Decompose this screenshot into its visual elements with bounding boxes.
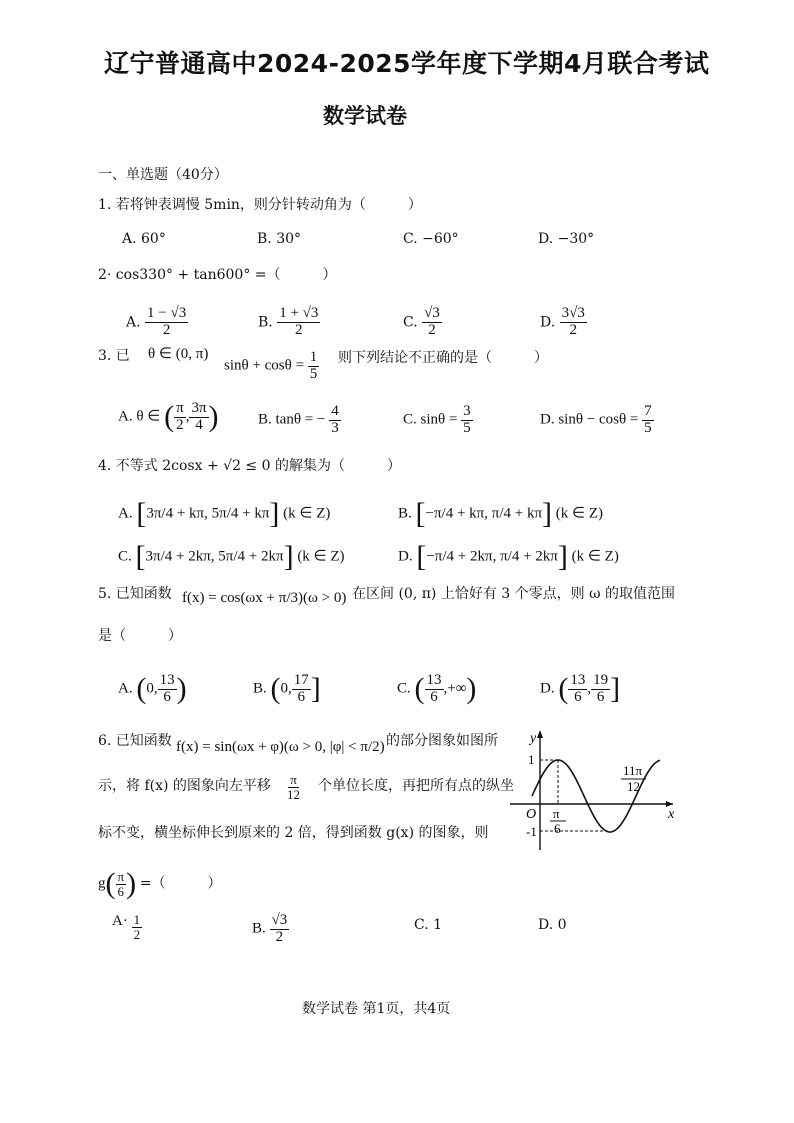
q3-option-a-d1: 2 — [176, 416, 184, 433]
q3-option-b — [258, 404, 341, 437]
q6-option-a-label: A· — [112, 913, 128, 929]
q6-line4-tail: =（ ） — [139, 875, 222, 892]
q4-option-a: A. [3π/4 + kπ, 5π/4 + kπ] (k ∈ Z) — [118, 497, 331, 530]
q3-condition-sum-left: sinθ + cosθ = — [224, 357, 305, 374]
q4-option-c-body: 3π/4 + 2kπ, 5π/4 + 2kπ — [145, 548, 284, 565]
graph-y-label: y — [530, 731, 537, 746]
q2-option-c-den: 2 — [428, 321, 436, 338]
q6-option-b-num: √3 — [271, 912, 288, 928]
q1-option-b: B. 30° — [257, 231, 302, 247]
q5-option-a: A. (0, $\frac{13}{6}$ ) — [118, 671, 187, 705]
q1-option-d: D. −30° — [538, 231, 595, 247]
q2-option-b — [258, 306, 320, 339]
q5-option-b: B. (0, $\frac{17}{6}$ ] — [253, 671, 321, 705]
q6-function: f(x) = sin(ωx + φ)(ω > 0, |φ| < π/2) — [176, 739, 385, 755]
question-3-tail: 则下列结论不正确的是（ ） — [338, 350, 548, 366]
graph-x-tick2-den: 12 — [627, 779, 640, 794]
graph-y-bottom-label: -1 — [526, 824, 537, 839]
q3-condition-interval: θ ∈ (0, π) — [148, 346, 209, 362]
q6-line4-num: π — [117, 868, 125, 884]
q3-option-c-den: 5 — [463, 419, 471, 436]
q5-option-c: C. ( $\frac{13}{6}$ ,+∞) — [397, 671, 477, 705]
q4-option-c: C. [3π/4 + 2kπ, 5π/4 + 2kπ] (k ∈ Z) — [118, 540, 345, 573]
q6-option-b-den: 2 — [275, 928, 284, 945]
q4-option-c-label: C. — [118, 548, 132, 565]
q3-option-c-num: 3 — [463, 403, 471, 419]
q4-option-a-label: A. — [118, 505, 133, 522]
q2-option-b-den: 2 — [295, 321, 303, 338]
graph-origin-label: O — [526, 807, 537, 822]
page-footer: 数学试卷 第1页，共4页 — [302, 1001, 451, 1017]
graph-x-tick1-den: 6 — [554, 821, 561, 836]
question-2-stem: 2· cos330° + tan600° =（ ） — [98, 267, 337, 283]
q6-option-a-den: 2 — [133, 926, 141, 942]
q5-option-b-bn: 17 — [293, 671, 309, 688]
q2-option-c — [403, 306, 442, 339]
q6-option-c-value: 1 — [433, 917, 443, 933]
q6-line4: g( $\frac{\pi}{6}$ ) =（ ） — [98, 867, 222, 900]
q3-option-d-den: 5 — [644, 419, 652, 436]
question-5-line2: 是（ ） — [98, 628, 182, 644]
q6-shift-den: 12 — [287, 786, 300, 802]
q1-option-c: C. −60° — [403, 231, 459, 247]
q3-option-b-num: 4 — [331, 403, 339, 419]
q3-option-d-label: D. — [540, 411, 555, 428]
q5-option-d-bn: 19 — [593, 671, 609, 688]
q3-condition-sum-num: 1 — [309, 349, 318, 365]
q6-option-d-value: 0 — [557, 917, 567, 933]
q6-shift-fraction — [285, 773, 302, 801]
q2-option-b-num: 1 + √3 — [279, 305, 319, 321]
graph-x-tick1-num: π — [553, 806, 560, 821]
question-1-stem: 1. 若将钟表调慢 5min，则分针转动角为（ ） — [98, 197, 422, 213]
q3-condition-sum — [224, 350, 319, 383]
q6-sine-graph — [510, 726, 680, 852]
question-5-lead: 5. 已知函数 — [98, 586, 172, 602]
question-4-stem: 4. 不等式 2cosx + √2 ≤ 0 的解集为（ ） — [98, 458, 401, 474]
q2-option-d-den: 2 — [569, 321, 577, 338]
q4-option-a-suffix: (k ∈ Z) — [283, 505, 331, 522]
q4-option-b: B. [−π/4 + kπ, π/4 + kπ] (k ∈ Z) — [398, 497, 604, 530]
q5-option-c-label: C. — [397, 680, 411, 697]
q3-option-b-den: 3 — [331, 419, 339, 436]
q3-option-b-label: B. — [258, 411, 272, 428]
graph-x-label: x — [668, 807, 675, 822]
exam-subtitle: 数学试卷 — [323, 104, 407, 128]
q5-option-c-an: 13 — [426, 671, 442, 688]
q5-option-a-a: 0 — [146, 680, 154, 697]
q4-option-a-body: 3π/4 + kπ, 5π/4 + kπ — [146, 505, 270, 522]
q3-option-a-n2: 3π — [191, 399, 207, 416]
graph-x-tick2-num: 11π — [623, 763, 643, 778]
q5-option-b-label: B. — [253, 680, 267, 697]
q6-option-a-num: 1 — [133, 912, 141, 927]
q2-option-a — [126, 306, 188, 339]
q5-option-b-bd: 6 — [297, 688, 306, 705]
q5-option-d-label: D. — [540, 680, 555, 697]
q5-option-d-an: 13 — [570, 671, 586, 688]
q5-option-c-ad: 6 — [430, 688, 438, 705]
q3-option-d-pre: sinθ − cosθ = — [558, 411, 639, 428]
question-6-tail1: 的部分图象如图所 — [386, 733, 498, 749]
q4-option-d-suffix: (k ∈ Z) — [571, 548, 619, 565]
q1-option-a: A. 60° — [122, 231, 166, 247]
q4-option-d-label: D. — [398, 548, 413, 565]
q4-option-b-suffix: (k ∈ Z) — [555, 505, 604, 522]
q5-option-b-a: 0 — [280, 680, 289, 697]
q2-option-a-den: 2 — [162, 321, 171, 338]
q3-option-c-label: C. — [403, 411, 417, 428]
q3-option-a-d2: 4 — [195, 416, 203, 433]
q2-option-a-label: A. — [126, 314, 141, 331]
q4-option-b-body: −π/4 + kπ, π/4 + kπ — [425, 505, 543, 522]
q2-option-d-label: D. — [540, 314, 556, 331]
q4-option-b-label: B. — [398, 505, 412, 522]
q5-option-d-ad: 6 — [574, 688, 582, 705]
q4-option-c-suffix: (k ∈ Z) — [297, 548, 345, 565]
q3-option-b-pre: tanθ = − — [275, 411, 326, 428]
q5-option-a-bn: 13 — [159, 671, 175, 688]
q3-option-a-n1: π — [176, 399, 184, 416]
q6-line4-pre: g — [98, 875, 106, 892]
q6-option-c — [414, 917, 442, 933]
q3-option-c — [403, 404, 473, 437]
q6-line4-den: 6 — [117, 883, 125, 899]
q6-option-b-label: B. — [252, 920, 266, 937]
q2-option-a-num: 1 − √3 — [147, 305, 187, 321]
q2-option-d-num: 3√3 — [561, 305, 585, 321]
q2-option-c-num: √3 — [424, 305, 440, 321]
q6-option-d — [538, 917, 567, 933]
q5-option-c-b: +∞ — [447, 680, 467, 697]
q3-option-a-label: A. — [118, 408, 133, 425]
graph-y-arrow — [537, 730, 543, 738]
question-6-line2-a: 示，将 f(x) 的图象向左平移 — [98, 778, 271, 794]
q6-option-d-label: D. — [538, 917, 554, 933]
exam-title: 辽宁普通高中2024-2025学年度下学期4月联合考试 — [104, 49, 710, 78]
q5-function: f(x) = cos(ωx + π/3)(ω > 0) — [182, 590, 347, 606]
q5-option-d: D. ( $\frac{13}{6}$ , $\frac{19}{6}$ ] — [540, 671, 621, 705]
question-3-lead: 3. 已 — [98, 348, 130, 364]
q2-option-d — [540, 306, 587, 339]
q2-option-b-label: B. — [258, 314, 273, 331]
q5-option-d-bd: 6 — [596, 688, 605, 705]
question-5-tail: 在区间 (0, π) 上恰好有 3 个零点，则 ω 的取值范围 — [352, 586, 675, 602]
q4-option-d: D. [−π/4 + 2kπ, π/4 + 2kπ] (k ∈ Z) — [398, 540, 619, 573]
question-6-lead: 6. 已知函数 — [98, 733, 172, 749]
q6-option-c-label: C. — [414, 917, 429, 933]
question-6-line2-b: 个单位长度，再把所有点的纵坐 — [318, 778, 514, 794]
q3-condition-sum-den: 5 — [309, 365, 318, 382]
q6-option-b — [252, 913, 289, 946]
q3-option-a-pre: θ ∈ — [136, 408, 161, 425]
q6-option-a — [112, 913, 142, 941]
q3-option-d-num: 7 — [644, 403, 652, 419]
section-heading: 一、单选题（40分） — [98, 167, 228, 183]
q3-option-c-pre: sinθ = — [420, 411, 458, 428]
q5-option-a-bd: 6 — [163, 688, 171, 705]
q2-option-c-label: C. — [403, 314, 418, 331]
q3-option-d — [540, 404, 654, 437]
graph-y-top-label: 1 — [528, 752, 535, 767]
question-6-line3: 标不变，横坐标伸长到原来的 2 倍，得到函数 g(x) 的图象，则 — [98, 825, 489, 841]
q5-option-a-label: A. — [118, 680, 133, 697]
q4-option-d-body: −π/4 + 2kπ, π/4 + 2kπ — [426, 548, 558, 565]
q3-option-a: A. θ ∈ ( $\frac{\pi}{2}$ , $\frac{3\pi}{4}$ ) — [118, 399, 219, 433]
q6-shift-num: π — [290, 772, 297, 787]
